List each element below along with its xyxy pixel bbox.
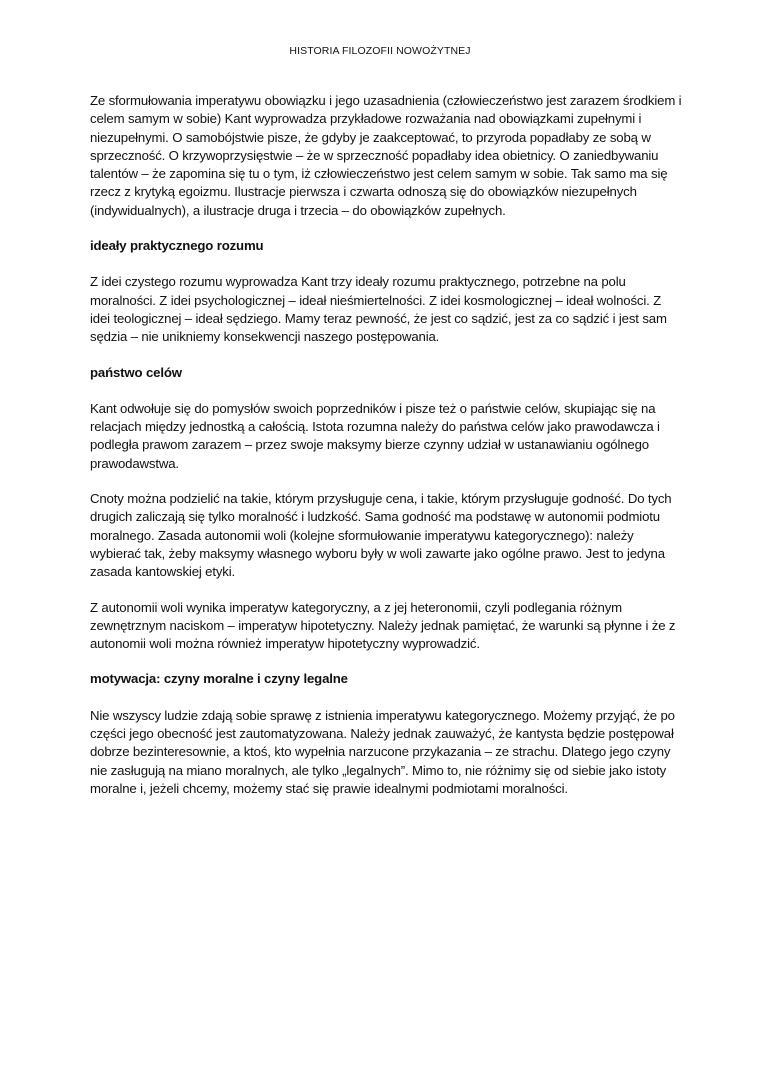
text-line: nie zasługują na miano moralnych, ale tylko „legalnych”. Mimo to, nie różnimy się od siebie jako istoty bbox=[90, 762, 667, 778]
text-line: dobrze bezinteresownie, a ktoś, kto wypełnia narzucone przykazania – ze strachu. Dlatego jego czyny bbox=[90, 744, 671, 760]
text-line: Nie wszyscy ludzie zdają sobie sprawę z istnienia imperatywu kategorycznego. Możemy przyjąć, że po bbox=[90, 707, 675, 723]
text-line: idei teologicznej – ideał sędziego. Mamy teraz pewność, że jest co sądzić, jest za co sądzić i jest sam bbox=[90, 310, 667, 326]
text-line: Cnoty można podzielić na takie, którym przysługuje cena, i takie, którym przysługuje godność. Do tych bbox=[90, 491, 672, 507]
text-line: relacjach między jednostką a całością. Istota rozumna należy do państwa celów jako prawodawcza i bbox=[90, 419, 660, 435]
text-line: rzecz z krytyką egoizmu. Ilustracje pierwsza i czwarta odnoszą się do obowiązków niezupełnych bbox=[90, 184, 637, 200]
section-heading-motivation: motywacja: czyny moralne i czyny legalne bbox=[90, 671, 348, 687]
text-line: podległa prawom zarazem – przez swoje maksymy bierze czynny udział w ustanawianiu ogólnego bbox=[90, 437, 649, 453]
text-line: prawodawstwa. bbox=[90, 455, 179, 471]
text-line: niezupełnymi. O samobójstwie pisze, że gdyby je zaakceptować, to przyroda popadłaby ze sobą w bbox=[90, 129, 651, 145]
text-line: zewnętrznym naciskom – imperatyw hipotetyczny. Należy jednak pamiętać, że warunki są płynne i że z bbox=[90, 617, 676, 633]
text-line: celem samym w sobie) Kant wyprowadza przykładowe rozważania nad obowiązkami zupełnymi i bbox=[90, 111, 642, 127]
paragraph-autonomy bbox=[90, 599, 675, 654]
paragraph-ideals bbox=[90, 273, 675, 346]
text-line: drugich zaliczają się tylko moralność i ludzkość. Sama godność ma podstawę w autonomii podmiotu bbox=[90, 509, 660, 525]
paragraph-imperative-duties bbox=[90, 92, 682, 220]
text-line: części jego obecność jest zautomatyzowana. Należy jednak zauważyć, że kantysta będzie postępował bbox=[90, 726, 674, 742]
text-line: sędzia – nie unikniemy konsekwencji naszego postępowania. bbox=[90, 329, 440, 345]
paragraph-dignity bbox=[90, 490, 675, 581]
running-header: HISTORIA FILOZOFII NOWOŻYTNEJ bbox=[289, 45, 471, 57]
text-line: Kant odwołuje się do pomysłów swoich poprzedników i pisze też o państwie celów, skupiając się na bbox=[90, 400, 656, 416]
text-line: Z autonomii woli wynika imperatyw kategoryczny, a z jej heteronomii, czyli podlegania różnym bbox=[90, 599, 622, 615]
text-line: talentów – że zapomina się tu o tym, iż człowieczeństwo jest celem samym w sobie. Tak samo ma się bbox=[90, 166, 668, 182]
text-line: wybierać tak, żeby maksymy własnego wyboru były w woli zawarte jako ogólne prawo. Jest to jedyna bbox=[90, 545, 665, 561]
text-line: moralności. Z idei psychologicznej – ideał nieśmiertelności. Z idei kosmologicznej – ideał wolności. Z bbox=[90, 292, 662, 308]
section-heading-ideals: ideały praktycznego rozumu bbox=[90, 238, 264, 254]
document-body bbox=[90, 92, 682, 815]
text-line: moralnego. Zasada autonomii woli (kolejne sformułowanie imperatywu kategorycznego): należy bbox=[90, 527, 634, 543]
text-line: (indywidualnych), a ilustracje druga i trzecia – do obowiązków zupełnych. bbox=[90, 202, 506, 218]
paragraph-motivation bbox=[90, 707, 675, 798]
text-line: sprzeczność. O krzywoprzysięstwie – że w sprzeczność popadłaby idea obietnicy. O zaniedbywaniu bbox=[90, 147, 659, 163]
paragraph-kingdom-of-ends bbox=[90, 400, 675, 473]
text-line: Ze sformułowania imperatywu obowiązku i jego uzasadnienia (człowieczeństwo jest zarazem środkiem i bbox=[90, 93, 682, 108]
text-line: Z idei czystego rozumu wyprowadza Kant trzy ideały rozumu praktycznego, potrzebne na polu bbox=[90, 274, 626, 290]
section-heading-kingdom-of-ends: państwo celów bbox=[90, 364, 182, 380]
text-line: zasada kantowskiej etyki. bbox=[90, 564, 236, 580]
text-line: moralne i, jeżeli chcemy, możemy stać się prawie idealnymi podmiotami moralności. bbox=[90, 780, 568, 796]
text-line: autonomii woli można również imperatyw hipotetyczny wyprowadzić. bbox=[90, 636, 480, 652]
